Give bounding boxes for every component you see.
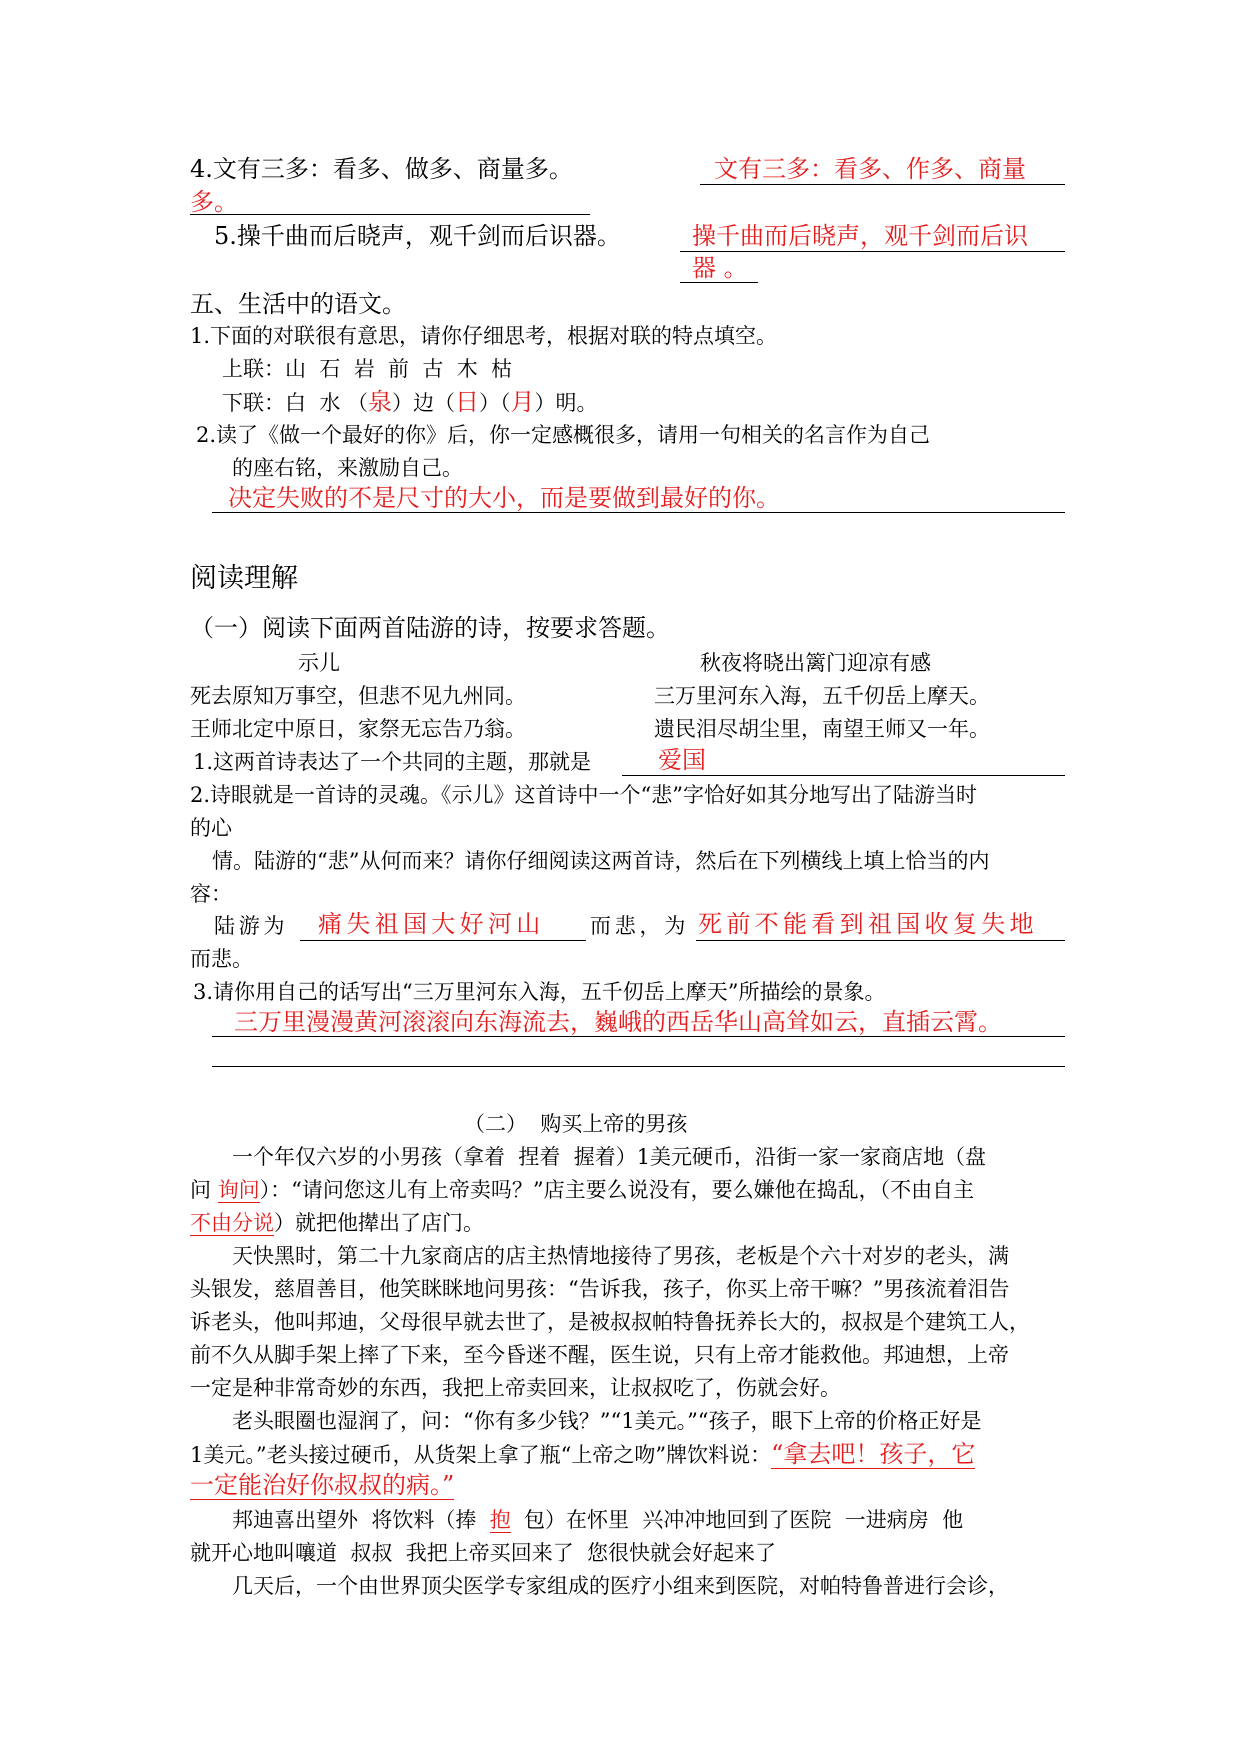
- reading-answer-2b-underline: [696, 940, 1065, 941]
- lower-couplet-label: 下联：: [222, 391, 285, 415]
- motto-question-line1: 2.读了《做一个最好的你》后，你一定感概很多，请用一句相关的名言作为自己: [196, 423, 931, 447]
- answer-5-line2: 器 。: [692, 254, 748, 282]
- story-answer-hold: 抱: [489, 1508, 511, 1532]
- poem1-line2: 王师北定中原日，家祭无忘告乃翁。: [190, 717, 526, 741]
- upper-couplet: [222, 355, 512, 383]
- reading-answer-3-underline2: [212, 1066, 1065, 1067]
- story-p1-line3: [190, 1209, 484, 1237]
- reading-answer-1-underline: [622, 775, 1065, 776]
- answer-5-line1: 操千曲而后晓声，观千剑而后识: [692, 222, 1028, 250]
- story-p1-line1: 一个年仅六岁的小男孩（拿着 捏着 握着）1美元硬币，沿街一家一家商店地（盘: [232, 1145, 987, 1169]
- story-answer-unable: 不由分说: [190, 1211, 274, 1235]
- reading-q2-fill-mid: 而悲，为: [590, 914, 690, 938]
- story-p1-line3-post: ）就把他撵出了店门。: [274, 1211, 484, 1235]
- reading-answer-2a: 痛失祖国大好河山: [318, 910, 545, 938]
- story-p4-line1: [232, 1506, 963, 1534]
- reading-q2-line2: 的心: [190, 816, 232, 840]
- reading-q3: 3.请你用自己的话写出“三万里河东入海，五千仞岳上摩天”所描绘的景象。: [193, 980, 886, 1004]
- reading-q1: 1.这两首诗表达了一个共同的主题，那就是: [193, 750, 592, 774]
- story-answer-quote-2: 一定能治好你叔叔的病。”: [190, 1471, 455, 1499]
- reading-q2-fill-post: 而悲。: [190, 947, 253, 971]
- upper-couplet-label: 上联：: [222, 357, 285, 381]
- story-p5-line1: 几天后，一个由世界顶尖医学专家组成的医疗小组来到医院，对帕特鲁普进行会诊，: [232, 1574, 1009, 1598]
- lower-couplet-pre: 白 水 （: [285, 391, 369, 415]
- story-answer-quote-1: “拿去吧！孩子，它: [771, 1440, 976, 1468]
- motto-underline: [212, 512, 1065, 513]
- couplet-question: 1.下面的对联很有意思，请你仔细思考，根据对联的特点填空。: [190, 324, 778, 348]
- lower-couplet-mid2: ）（: [479, 391, 511, 415]
- poem1-line1: 死去原知万事空，但悲不见九州同。: [190, 684, 526, 708]
- lower-answer-3: 月: [510, 388, 535, 416]
- answer-4-line2: 多。: [190, 188, 238, 216]
- poem1-title: 示儿: [298, 651, 340, 675]
- reading-q2-line3: 情。陆游的“悲”从何而来？请你仔细阅读这两首诗，然后在下列横线上填上恰当的内: [212, 849, 990, 873]
- story-answer-inquire: 询问: [217, 1178, 260, 1202]
- answer-4-line1: 文有三多：看多、作多、商量: [714, 155, 1026, 183]
- story-p1-line2: [190, 1176, 974, 1204]
- q4-underline: [190, 214, 590, 215]
- lower-couplet-post: ）明。: [534, 391, 598, 415]
- upper-couplet-chars: 山 石 岩 前 古 木 枯: [285, 357, 513, 381]
- section5-heading: 五、生活中的语文。: [190, 290, 406, 318]
- q5-text: 5.操千曲而后晓声，观千剑而后识器。: [214, 222, 621, 250]
- reading-answer-2b: 死前不能看到祖国收复失地: [698, 910, 1038, 938]
- answer-5-underline2: [680, 282, 758, 283]
- story-p2-line1: 天快黑时，第二十九家商店的店主热情地接待了男孩，老板是个六十对岁的老头，满: [232, 1244, 1009, 1268]
- poem2-line2: 遗民泪尽胡尘里，南望王师又一年。: [654, 717, 990, 741]
- lower-answer-2: 日: [455, 388, 480, 416]
- story-p2-line2: 头银发，慈眉善目，他笑眯眯地问男孩：“告诉我，孩子，你买上帝干嘛？”男孩流着泪告: [190, 1277, 1010, 1301]
- story-p2-line3: 诉老头，他叫邦迪，父母很早就去世了，是被叔叔帕特鲁抚养长大的，叔叔是个建筑工人，: [190, 1310, 1030, 1334]
- answer-4-underline: [700, 184, 1065, 185]
- motto-question-line2: 的座右铭，来激励自己。: [232, 456, 463, 480]
- reading-title: 阅读理解: [190, 563, 298, 594]
- story-p4-line1-pre: 邦迪喜出望外 将饮料（捧: [232, 1508, 490, 1532]
- lower-couplet: [222, 388, 598, 417]
- story-p1-line2-post: ）：“请问您这儿有上帝卖吗？”店主要么说没有，要么嫌他在捣乱，（不由自主: [259, 1178, 975, 1202]
- story-p3-line1: 老头眼圈也湿润了，问：“你有多少钱？”“1美元。”“孩子，眼下上帝的价格正好是: [232, 1409, 982, 1433]
- reading-q2-line4: 容：: [190, 882, 232, 906]
- story-p3-line2: [190, 1440, 975, 1469]
- reading-q2-line1: 2.诗眼就是一首诗的灵魂。《示儿》这首诗中一个“悲”字恰好如其分地写出了陆游当时: [190, 783, 978, 807]
- poem2-line1: 三万里河东入海，五千仞岳上摩天。: [654, 684, 990, 708]
- motto-answer: 决定失败的不是尺寸的大小，而是要做到最好的你。: [228, 484, 780, 512]
- story-p2-line4: 前不久从脚手架上摔了下来，至今昏迷不醒，医生说，只有上帝才能救他。邦迪想，上帝: [190, 1343, 1009, 1367]
- story-title: （二） 购买上帝的男孩: [464, 1112, 688, 1136]
- poem2-title: 秋夜将晓出篱门迎凉有感: [700, 651, 931, 675]
- story-p1-line2-pre: 问: [190, 1178, 218, 1202]
- answer-5-underline: [680, 251, 1065, 252]
- lower-answer-1: 泉: [368, 388, 393, 416]
- story-p3-line2-pre: 1美元。”老头接过硬币，从货架上拿了瓶“上帝之吻”牌饮料说：: [190, 1443, 772, 1467]
- lower-couplet-mid1: ）边（: [392, 391, 456, 415]
- reading-answer-3: 三万里漫漫黄河滚滚向东海流去，巍峨的西岳华山高耸如云，直插云霄。: [234, 1008, 1002, 1036]
- reading-answer-1: 爱国: [658, 746, 706, 774]
- story-p3-line3: [190, 1471, 454, 1499]
- reading-q2-fill-pre: 陆游为: [214, 914, 289, 938]
- story-p4-line1-post: 包）在怀里 兴冲冲地回到了医院 一进病房 他: [510, 1508, 964, 1532]
- reading-q2-fill-line: [214, 912, 288, 940]
- story-p4-line2: 就开心地叫嚷道 叔叔 我把上帝买回来了 您很快就会好起来了: [190, 1541, 777, 1565]
- reading-answer-2a-underline: [300, 940, 586, 941]
- reading-answer-3-underline: [212, 1036, 1065, 1037]
- part1-heading: （一）阅读下面两首陆游的诗，按要求答题。: [190, 614, 670, 642]
- story-p2-line5: 一定是种非常奇妙的东西，我把上帝卖回来，让叔叔吃了，伤就会好。: [190, 1376, 841, 1400]
- q4-text: 4.文有三多：看多、做多、商量多。: [190, 155, 573, 183]
